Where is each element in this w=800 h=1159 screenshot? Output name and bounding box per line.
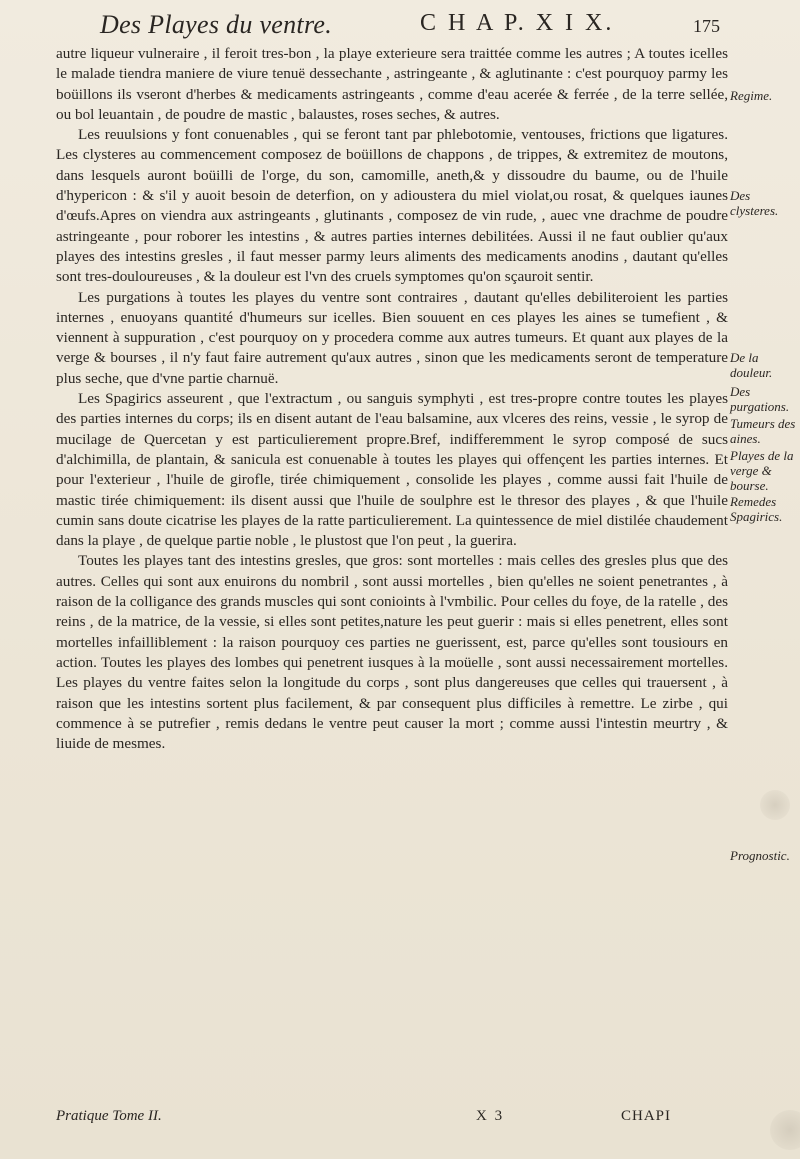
margin-note-clysteres: Des clysteres.	[730, 188, 779, 218]
paragraph: Toutes les playes tant des intestins gresles, que gros: sont mortelles : mais celles des gresles plus que des autres. Celles qui sont aux enuirons du nombril , sont aussi mortelles , bien qu'elles ne soient penetrantes , à raison de la colligance des grands muscles qui sont conioints à l'vmbilic. Pour celles du foye, de la ratelle , des reins , de la matrice, de la vessie, si elles sont petites,nature les peut guerir : mais si elles penetrent, elles sont mortelles infailliblement : la raison pourquoy ces parties ne guerissent, est, parce qu'elles sont tousiours en action. Toutes les playes des lombes qui penetrent iusques à la moüelle , sont aussi necessairement mortelles. Les playes du ventre faites selon la longitude du corps , sont plus dangereuses que celles qui trauersent , à raison que les intestins sortent plus facilement, & par consequent plus difficiles à remettre. Le zirbe , qui commence à se putrefier , remis dedans le ventre peut causer la mort ; comme aussi l'intestin meurtry , & liuide de mesmes.	[56, 552, 728, 753]
paragraph: autre liqueur vulneraire , il feroit tres-bon , la playe exterieure sera traittée comme les autres ; A toutes icelles le malade tiendra maniere de viure tenuë dessechante , astringeante , & aglutinante : c'est pourquoy parmy les boüillons ils vseront d'herbes & medicaments astringeants , comme d'eau acerée & ferrée , de la terre sellée, ou bol leuantain , de poudre de mastic , balaustes, roses seches, & autres.	[56, 45, 728, 123]
paragraph: Les Spagirics asseurent , que l'extractum , ou sanguis symphyti , est tres-propre contre toutes les playes des parties internes du corps; ils en disent autant de l'eau balsamine, aux vlceres des reins, vessie , le syrop de mucilage de Quercetan y est particulierement propre.Bref, indifferemment le syrop composé de sucs d'alchimilla, de plantain, & sanicula est conuenable à toutes les playes qui offençent les parties internes. Et pour l'exterieur , l'huile de girofle, tirée chimiquement , consolide les playes , comme aussi fait l'huile de mastic tirée chimiquement: ils disent aussi que l'huile de soulphre est le thresor des playes , & que l'huile cumin sans doute cicatrise les playes de la ratte particulierement. La quintessence de miel distilée chaudement dans la playe , de quelque partie noble , le plustost que l'on peut , la guerira.	[56, 390, 728, 550]
footer-title: Pratique Tome II.	[56, 1108, 162, 1124]
paragraph: Les reuulsions y font conuenables , qui se feront tant par phlebotomie, ventouses, frictions que ligatures. Les clysteres au commencement composez de boüillons de chappons , de trippes, & extremitez de moutons, dans lesquels auront boüilli de l'orge, du son, camomille, aneth,& y dissoudre du baume, ou de l'huile d'hypericon : & s'il y auoit besoin de deterfion, on y adioustera du miel violat,ou rosat, & quelques iaunes d'œufs.Apres on viendra aux astringeants , glutinants , composez de vin rude, , auec vne drachme de poudre astringeante , pour roborer les intestins , & autres parties internes debilitées. Aussi il ne faut oublier qu'aux playes des intestins gresles , il faut messer parmy leurs aliments des medicaments anodins , dautant qu'elles sont tres-douloureuses , & la douleur est l'vn des cruels symptomes qu'on sçauroit sentir.	[56, 126, 728, 286]
page-number: 175	[693, 16, 720, 36]
chapter-heading: C H A P. X I X.	[420, 10, 615, 36]
margin-notes	[730, 0, 800, 1159]
paragraph: Les purgations à toutes les playes du ventre sont contraires , dautant qu'elles debiliteroient les parties internes , enuoyans quantité d'humeurs sur icelles. Bien souuent en ces playes les aines se tumefient , & viennent à suppuration , c'est pourquoy on y procedera comme aux autres tumeurs. Et quant aux playes de la verge & bourses , il n'y faut faire autrement qu'aux autres , sinon que les medicaments seront de temperature plus seche, que d'vne partie charnuë.	[56, 288, 728, 387]
page-footer	[56, 1108, 736, 1136]
page-header	[40, 8, 720, 44]
margin-note-regime: Regime.	[730, 88, 773, 103]
catchword: CHAPI	[621, 1108, 672, 1124]
margin-note-douleur: De la douleur.	[730, 350, 773, 380]
margin-note-remedes: Remedes Spagirics.	[730, 494, 783, 524]
running-title: Des Playes du ventre.	[100, 10, 333, 39]
margin-note-prognostic: Prognostic.	[730, 848, 790, 863]
body-text	[56, 44, 728, 754]
margin-note-playes-verge: Playes de la verge & bourse.	[730, 448, 794, 493]
margin-note-tumeurs: Tumeurs des aines.	[730, 416, 796, 446]
signature-mark: X 3	[476, 1108, 505, 1124]
margin-note-purgations: Des purgations.	[730, 384, 790, 414]
